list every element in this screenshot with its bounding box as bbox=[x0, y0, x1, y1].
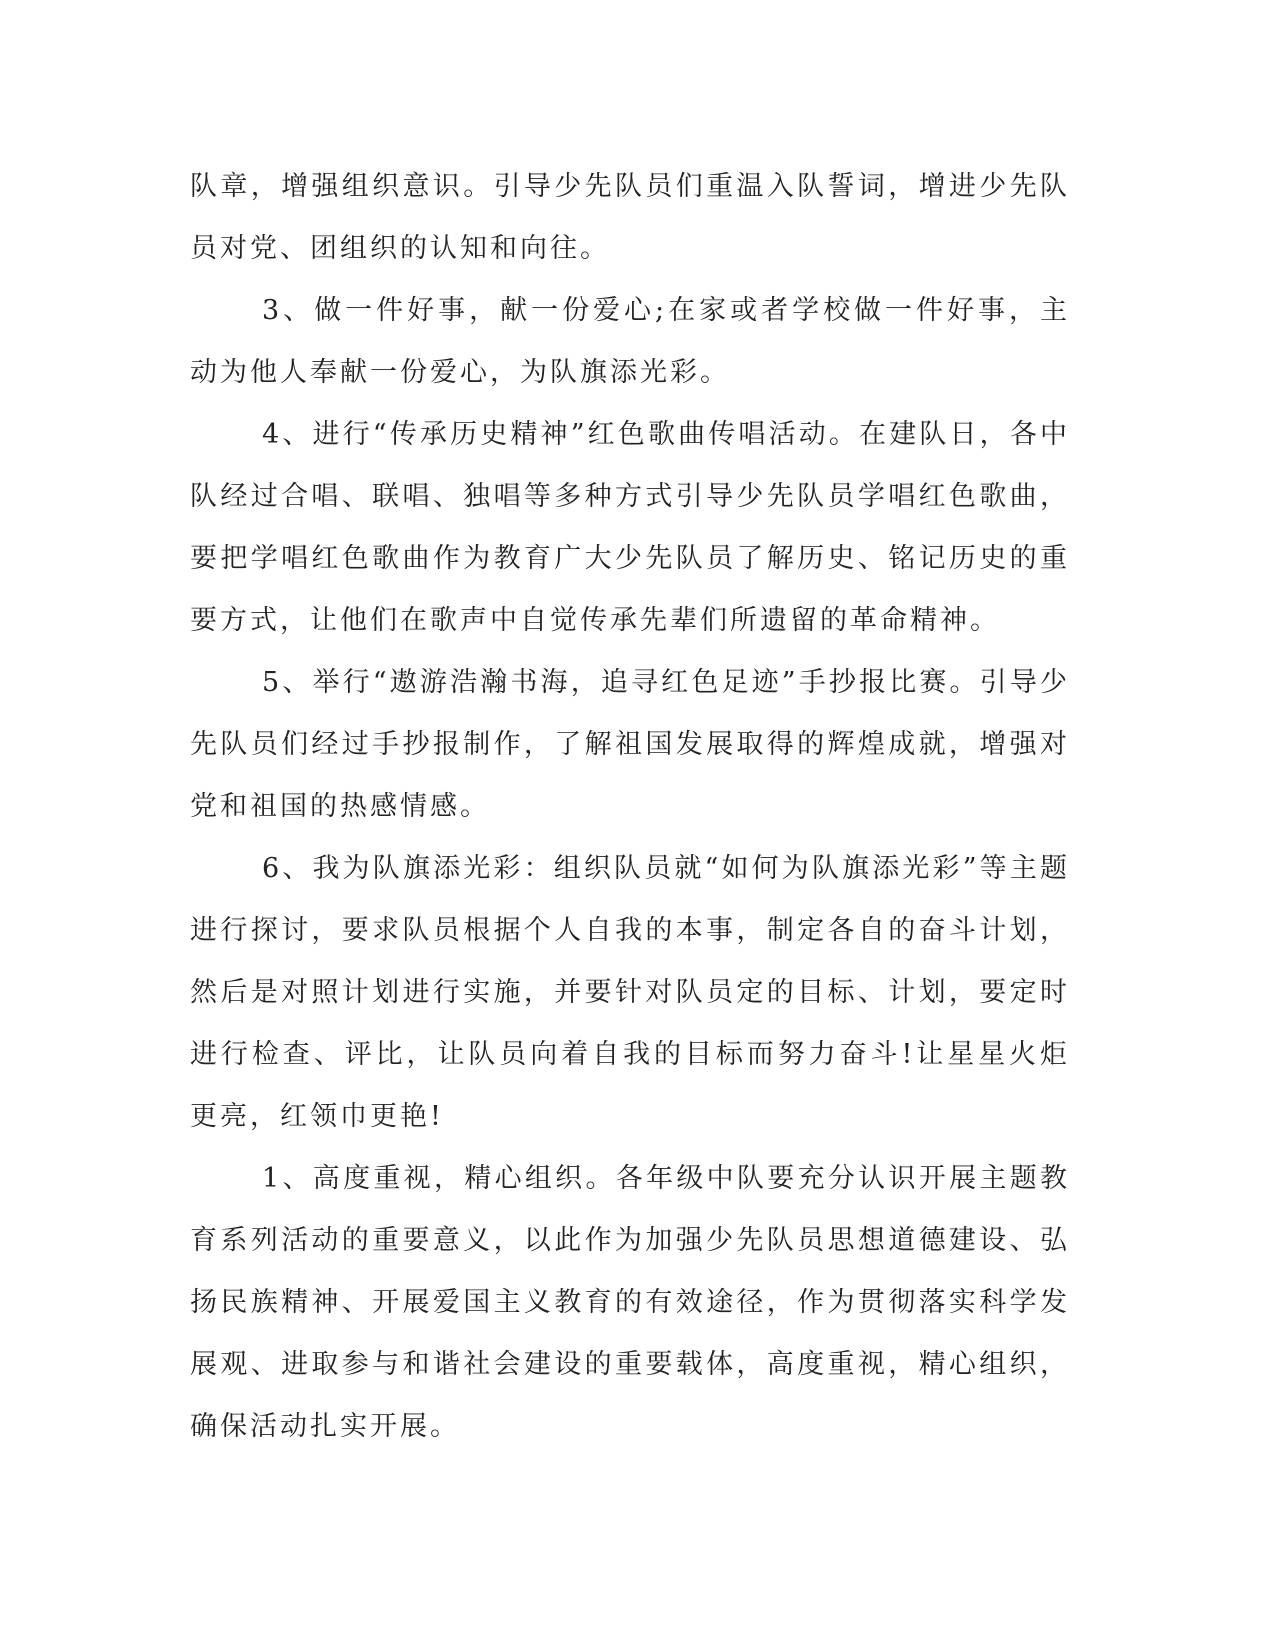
paragraph-3: 4、进行“传承历史精神”红色歌曲传唱活动。在建队日，各中队经过合唱、联唱、独唱等多种方式引导少先队员学唱红色歌曲，要把学唱红色歌曲作为教育广大少先队员了解历史、铭记历史的重要方式，让他们在歌声中自觉传承先辈们所遗留的革命精神。 bbox=[190, 419, 1070, 636]
document-body bbox=[190, 156, 1070, 1458]
paragraph-6: 1、高度重视，精心组织。各年级中队要充分认识开展主题教育系列活动的重要意义，以此作为加强少先队员思想道德建设、弘扬民族精神、开展爱国主义教育的有效途径，作为贯彻落实科学发展观、进取参与和谐社会建设的重要载体，高度重视，精心组织，确保活动扎实开展。 bbox=[190, 1163, 1070, 1442]
paragraph-5: 6、我为队旗添光彩：组织队员就“如何为队旗添光彩”等主题进行探讨，要求队员根据个人自我的本事，制定各自的奋斗计划，然后是对照计划进行实施，并要针对队员定的目标、计划，要定时进行检查、评比，让队员向着自我的目标而努力奋斗!让星星火炬更亮，红领巾更艳! bbox=[190, 853, 1070, 1132]
paragraph-1: 队章，增强组织意识。引导少先队员们重温入队誓词，增进少先队员对党、团组织的认知和向往。 bbox=[190, 171, 1070, 264]
paragraph-2: 3、做一件好事，献一份爱心;在家或者学校做一件好事，主动为他人奉献一份爱心，为队旗添光彩。 bbox=[190, 295, 1070, 388]
paragraph-4: 5、举行“遨游浩瀚书海，追寻红色足迹”手抄报比赛。引导少先队员们经过手抄报制作，了解祖国发展取得的辉煌成就，增强对党和祖国的热感情感。 bbox=[190, 667, 1070, 822]
